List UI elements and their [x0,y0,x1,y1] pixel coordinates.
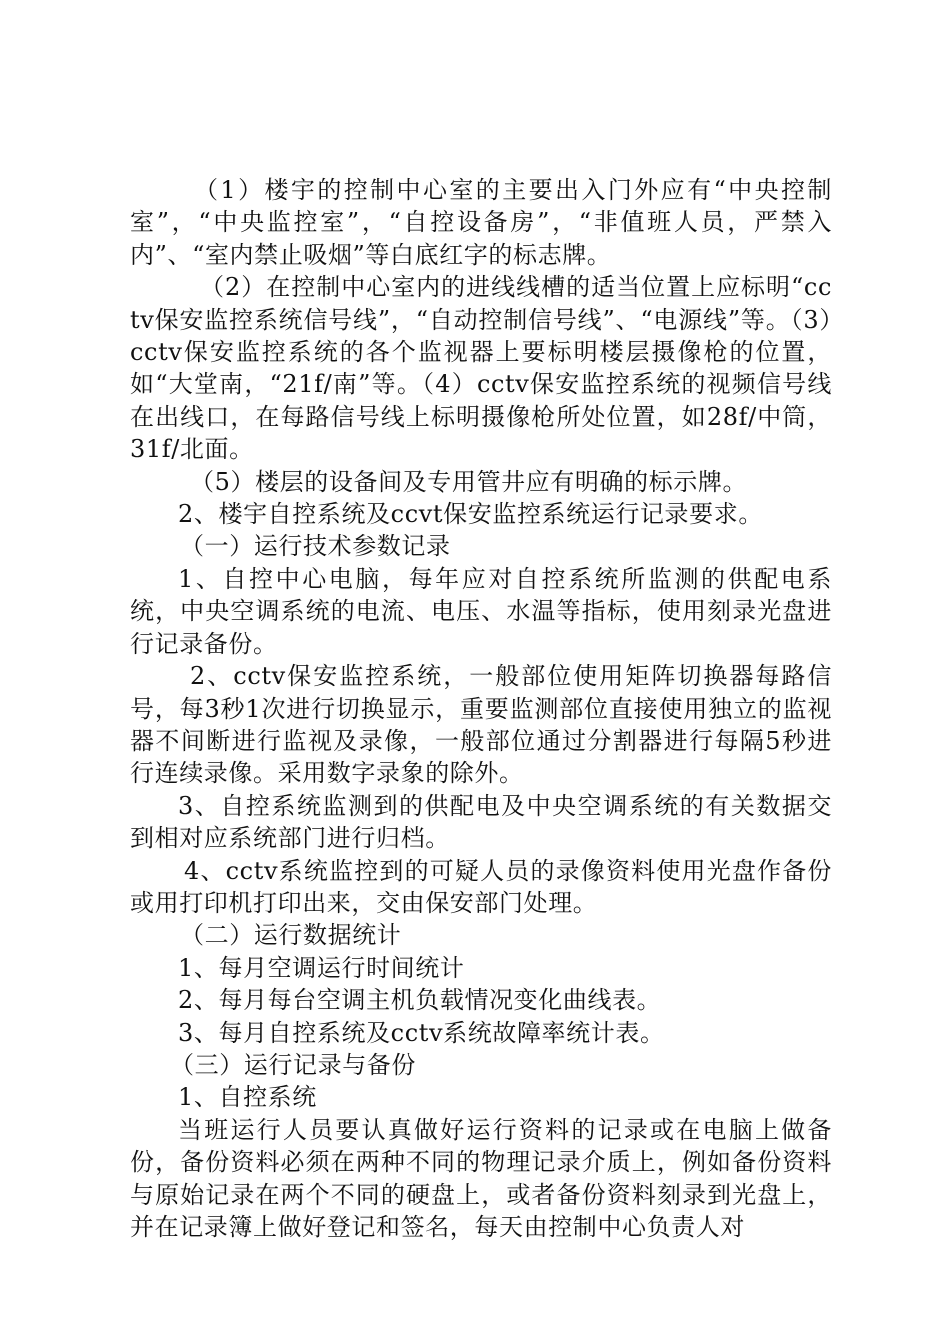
list-item-failure-rate: 3、每月自控系统及cctv系统故障率统计表。 [178,1018,665,1047]
section-heading-1: （一）运行技术参数记录 [180,532,451,561]
paragraph-signage: （1）楼宇的控制中心室的主要出入门外应有“中央控制室”，“中央监控室”，“自控设备房”，“非值班人员，严禁入内”、“室内禁止吸烟”等白底红字的标志牌。 [130,176,832,269]
subsection-heading-autocontrol: 1、自控系统 [178,1083,317,1112]
paragraph-suspect-footage: 4、cctv系统监控到的可疑人员的录像资料使用光盘作备份或用打印机打印出来，交由保安部门处理。 [130,856,832,917]
paragraph-equipment-room: （5）楼层的设备间及专用管井应有明确的标示牌。 [190,467,748,496]
paragraph-computer-backup: 1、自控中心电脑，每年应对自控系统所监测的供配电系统，中央空调系统的电流、电压、水温等指标，使用刻录光盘进行记录备份。 [130,564,832,658]
paragraph-shift-backup: 当班运行人员要认真做好运行资料的记录或在电脑上做备份，备份资料必须在两种不同的物理记录介质上，例如备份资料与原始记录在两个不同的硬盘上，或者备份资料刻录到光盘上，并在记录簿上做好登记和签名，每天由控制中心负责人对 [130,1115,832,1241]
paragraph-cable-labels: （2）在控制中心室内的进线线槽的适当位置上应标明“cctv保安监控系统信号线”，“自动控制信号线”、“电源线”等。（3）cctv保安监控系统的各个监视器上要标明楼层摄像枪的位置，如“大堂南，“21f/南”等。（4）cctv保安监控系统的视频信号线在出线口，在每路信号线上标明摄像枪所处位置，如28f/中筒，31f/北面。 [130,273,832,464]
document-body [130,174,832,1243]
list-item-load-curve: 2、每月每台空调主机负载情况变化曲线表。 [178,986,662,1015]
paragraph-cctv-switching: 2、cctv保安监控系统，一般部位使用矩阵切换器每路信号，每3秒1次进行切换显示，重要监测部位直接使用独立的监视器不间断进行监视及录像，一般部位通过分割器进行每隔5秒进行连续录像。采用数字录象的除外。 [130,662,832,788]
paragraph-data-archive: 3、自控系统监测到的供配电及中央空调系统的有关数据交到相对应系统部门进行归档。 [130,791,832,853]
paragraph-record-requirements: 2、楼宇自控系统及ccvt保安监控系统运行记录要求。 [178,500,763,529]
section-heading-2: （二）运行数据统计 [180,921,402,950]
section-heading-3: （三）运行记录与备份 [170,1050,416,1079]
list-item-ac-runtime: 1、每月空调运行时间统计 [178,953,465,982]
